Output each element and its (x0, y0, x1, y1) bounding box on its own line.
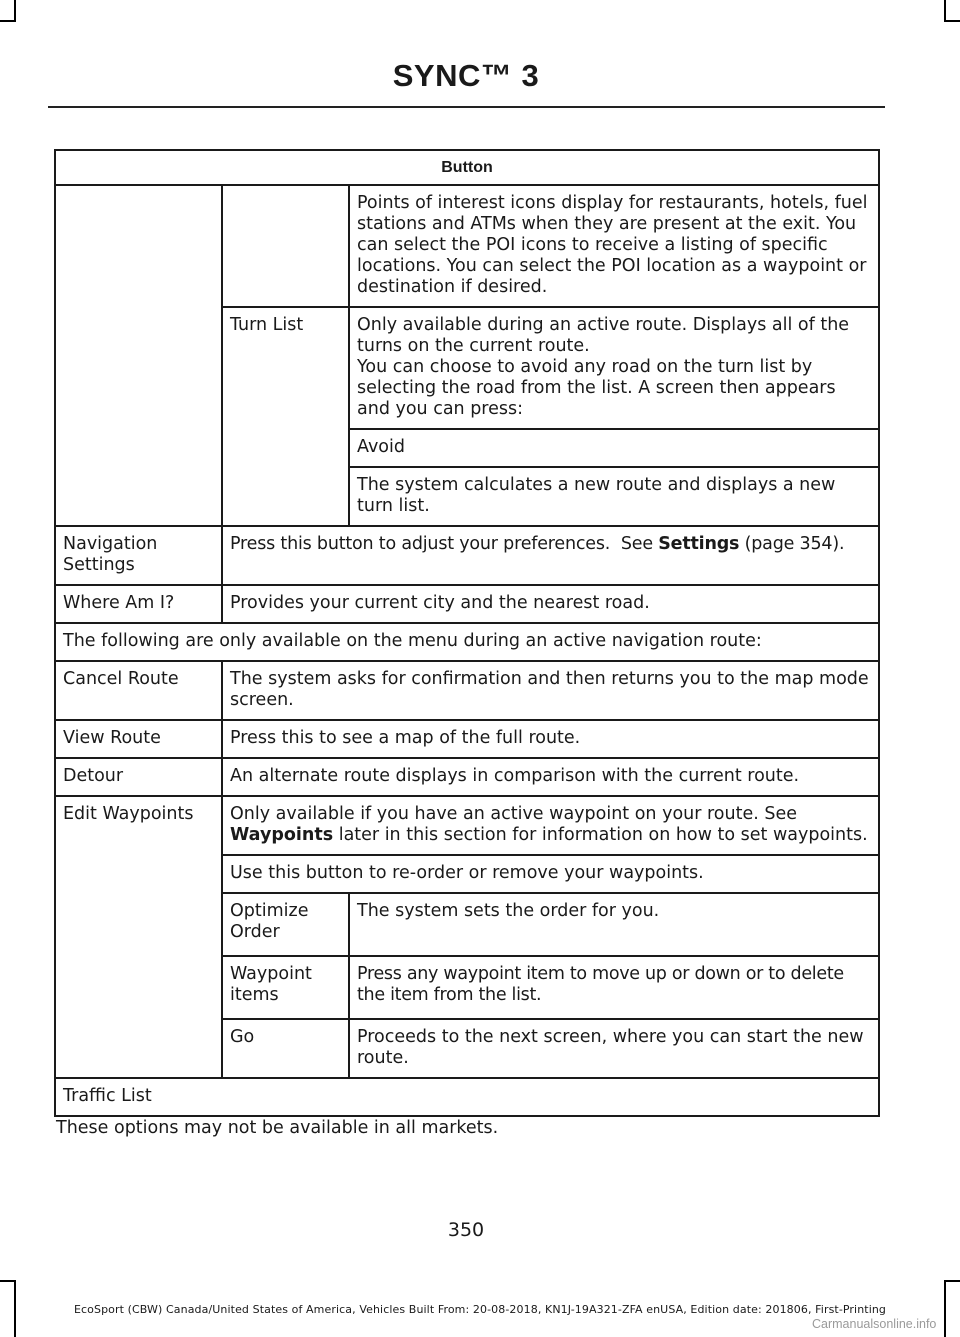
cancel-route-description: The system asks for confirmation and then returns you to the map mode screen. (222, 661, 879, 720)
detour-label: Detour (55, 758, 222, 796)
turn-list-desc-1: Only available during an active route. Displays all of the turns on the current route. (357, 315, 850, 356)
waypoint-items-label: Waypoint items (222, 956, 349, 1019)
table-row (55, 661, 879, 720)
turn-list-label: Turn List (222, 307, 349, 526)
turn-list-description (349, 307, 879, 429)
navigation-settings-description (222, 526, 879, 585)
table-row (55, 585, 879, 623)
edit-waypoints-text-after: later in this section for information on how to set waypoints. (333, 825, 868, 845)
watermark: Carmanualsonline.info (812, 1317, 937, 1331)
navigation-settings-label: Navigation Settings (55, 526, 222, 585)
table-row (55, 623, 879, 661)
go-description: Proceeds to the next screen, where you can start the new route. (349, 1019, 879, 1078)
edit-waypoints-text: Only available if you have an active waypoint on your route. See (230, 804, 803, 824)
table-row (55, 185, 879, 307)
cancel-route-label: Cancel Route (55, 661, 222, 720)
crop-mark-top-left-vertical (14, 0, 16, 22)
table-header-button: Button (55, 150, 879, 185)
optimize-order-description: The system sets the order for you. (349, 893, 879, 956)
waypoint-items-description: Press any waypoint item to move up or down or to delete the item from the list. (349, 956, 879, 1019)
table-row (55, 720, 879, 758)
traffic-list-label: Traffic List (55, 1078, 879, 1116)
avoid-description: The system calculates a new route and displays a new turn list. (349, 467, 879, 526)
settings-link[interactable]: Settings (658, 534, 740, 554)
crop-mark-bottom-right-horizontal (944, 1280, 960, 1282)
table-row (55, 758, 879, 796)
button-table (54, 149, 880, 1117)
waypoints-link[interactable]: Waypoints (230, 825, 334, 845)
use-button-description: Use this button to re-order or remove your waypoints. (222, 855, 879, 893)
view-route-description: Press this to see a map of the full route. (222, 720, 879, 758)
avoid-label: Avoid (349, 429, 879, 467)
empty-cell (55, 185, 222, 526)
table-row (55, 1078, 879, 1116)
edit-waypoints-description (222, 796, 879, 855)
footer-edition-info: EcoSport (CBW) Canada/United States of America, Vehicles Built From: 20-08-2018, KN1J-19A321-ZFA enUSA, Edition date: 201806, First-Printing (73, 1303, 887, 1316)
page-title: SYNC™ 3 (392, 58, 540, 93)
navigation-settings-text: Press this button to adjust your preferences. See (230, 534, 659, 554)
table-row (55, 526, 879, 585)
turn-list-desc-2: You can choose to avoid any road on the turn list by selecting the road from the list. A screen then appears and you can press: (357, 357, 836, 419)
view-route-label: View Route (55, 720, 222, 758)
active-route-note: The following are only available on the menu during an active navigation route: (55, 623, 879, 661)
table-row (55, 796, 879, 855)
crop-mark-top-left-horizontal (0, 20, 16, 22)
availability-note: These options may not be available in all markets. (56, 1118, 499, 1138)
where-am-i-label: Where Am I? (55, 585, 222, 623)
crop-mark-top-right-vertical (944, 0, 946, 22)
poi-description: Points of interest icons display for restaurants, hotels, fuel stations and ATMs when they are present at the exit. You can select the POI icons to receive a listing of specific locations. You can select the POI location as a waypoint or destination if desired. (349, 185, 879, 307)
optimize-order-label: Optimize Order (222, 893, 349, 956)
page-number: 350 (447, 1219, 485, 1241)
detour-description: An alternate route displays in comparison with the current route. (222, 758, 879, 796)
table-header-row (55, 150, 879, 185)
edit-waypoints-label: Edit Waypoints (55, 796, 222, 1078)
go-label: Go (222, 1019, 349, 1078)
where-am-i-description: Provides your current city and the nearest road. (222, 585, 879, 623)
crop-mark-top-right-horizontal (944, 20, 960, 22)
empty-cell (222, 185, 349, 307)
header-divider (48, 106, 885, 108)
page-reference: (page 354). (739, 534, 845, 554)
crop-mark-bottom-left-horizontal (0, 1280, 16, 1282)
